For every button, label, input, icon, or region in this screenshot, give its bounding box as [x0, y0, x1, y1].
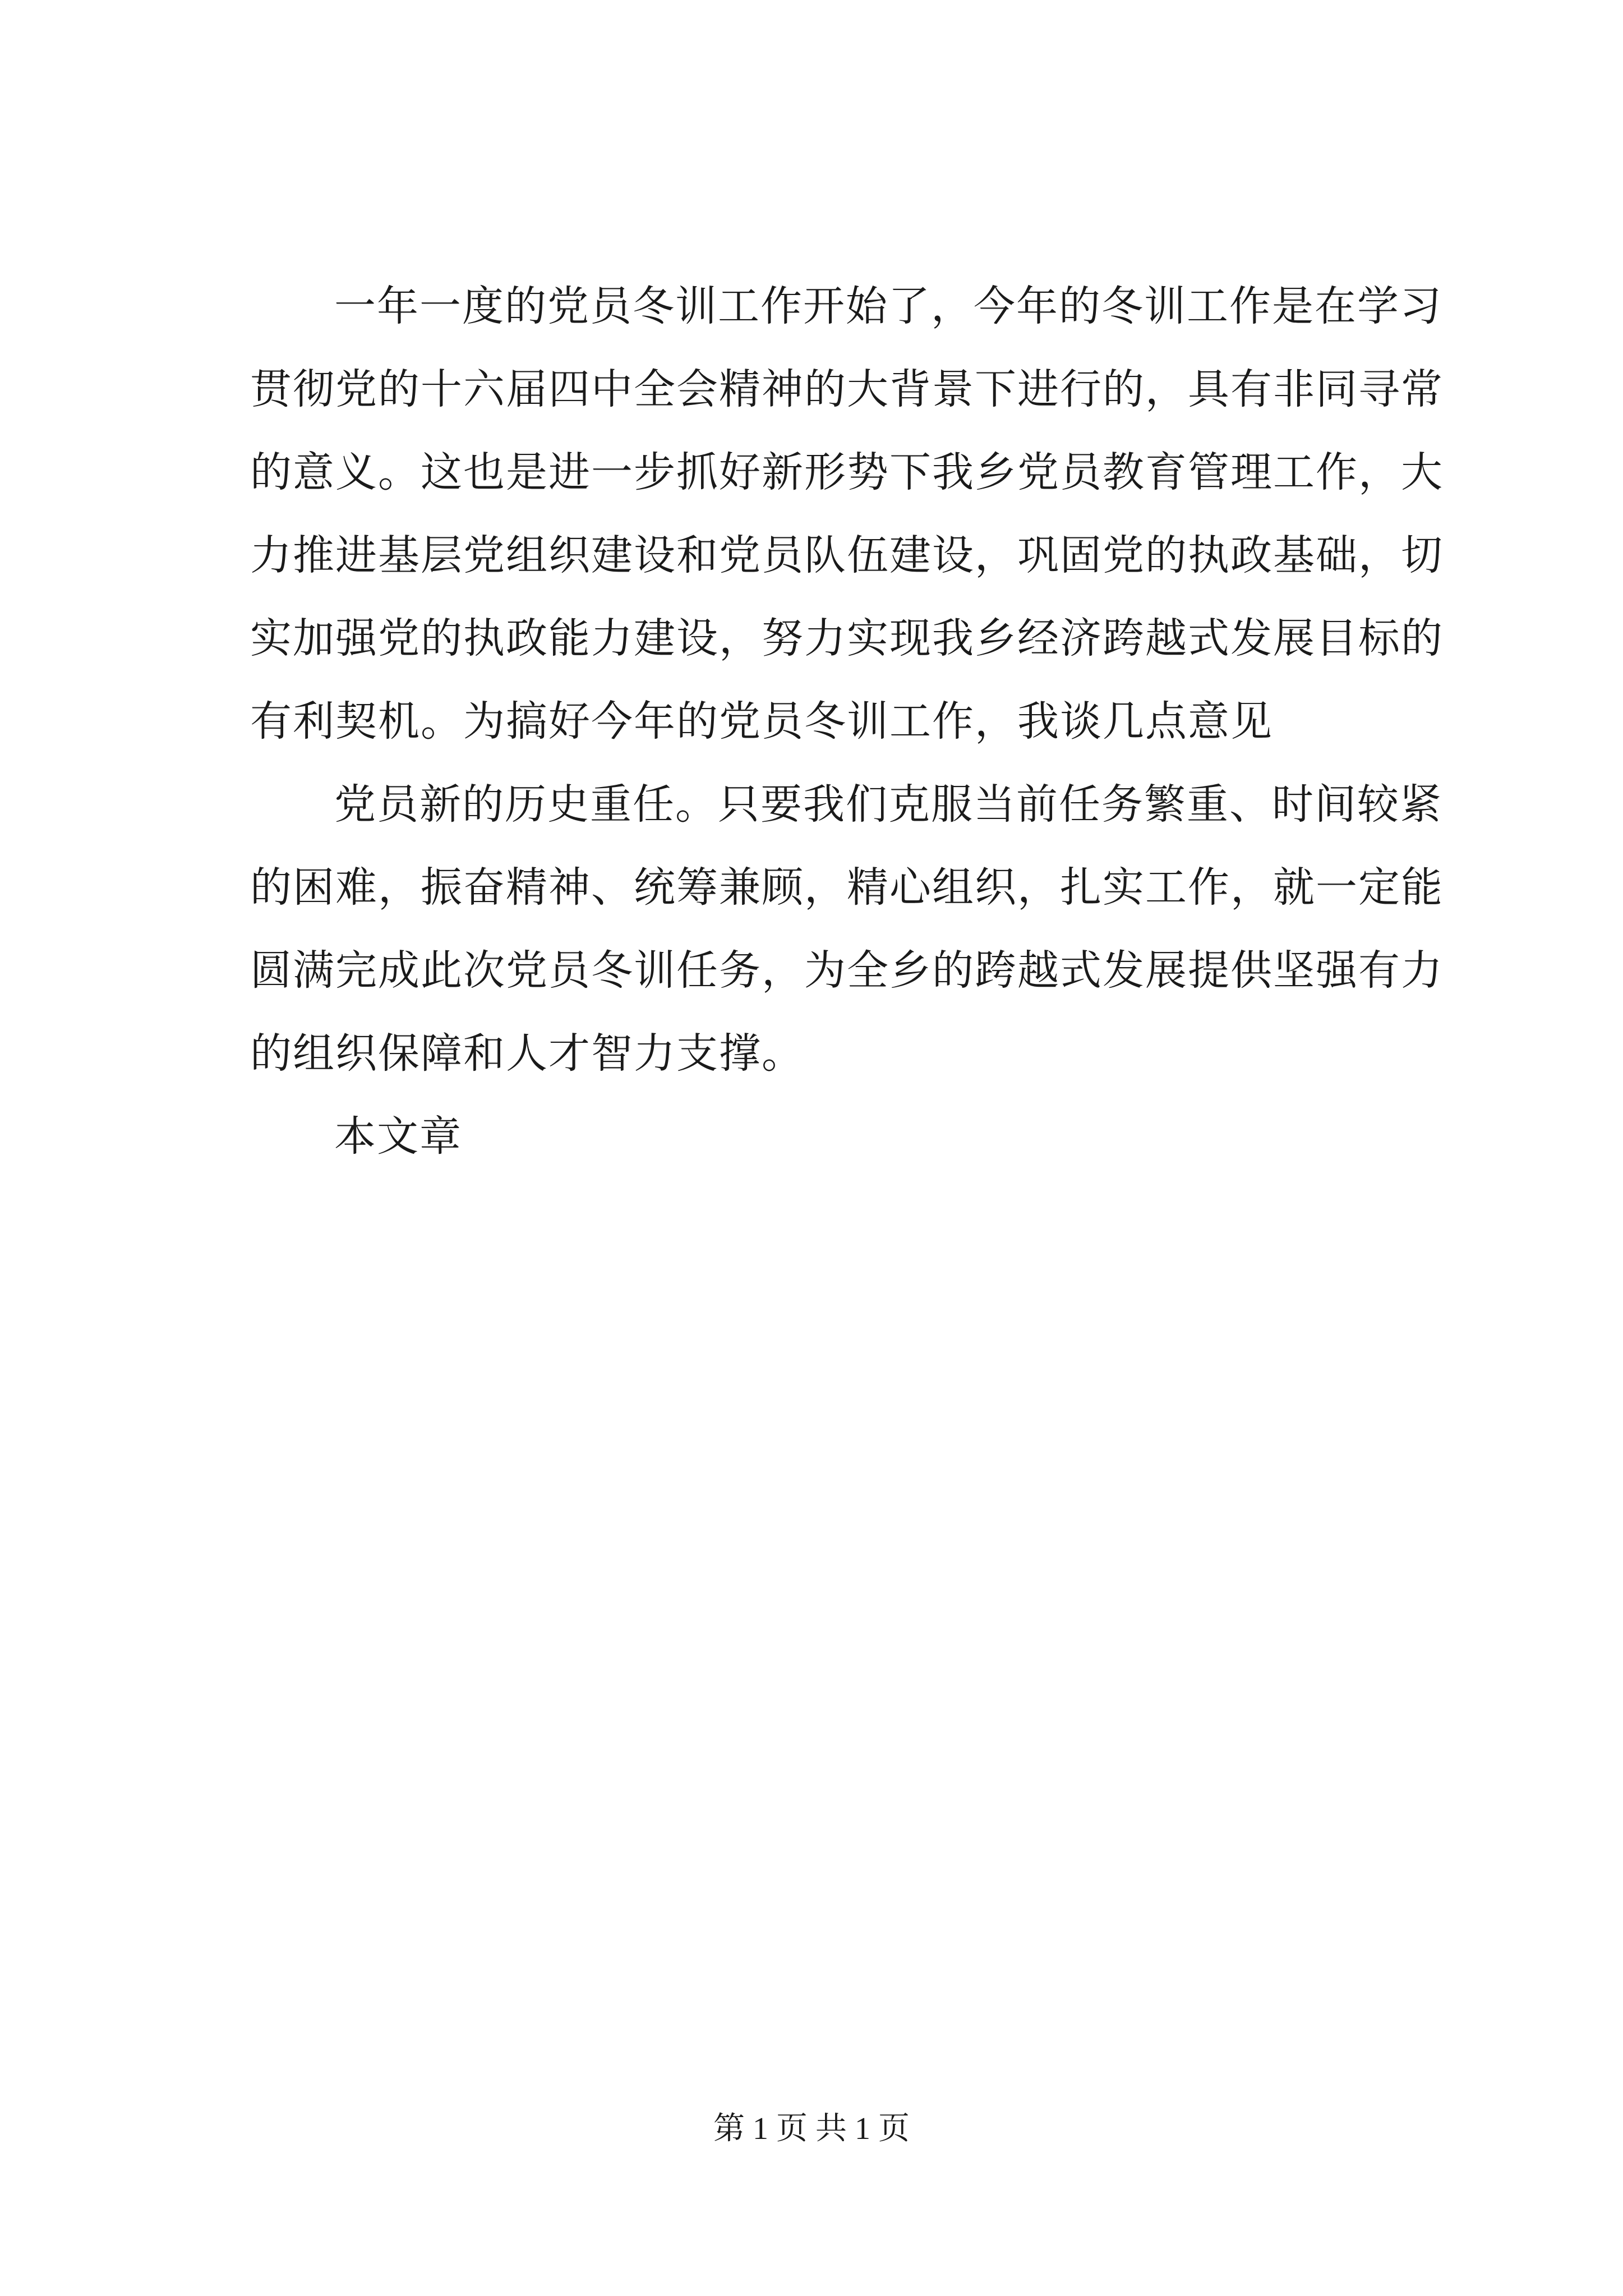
paragraph-1-line-5: 实加强党的执政能力建设，努力实现我乡经济跨越式发展目标的	[250, 614, 1444, 662]
paragraph-1-line-4: 力推进基层党组织建设和党员队伍建设，巩固党的执政基础，切	[250, 531, 1444, 579]
paragraph-2-line-2: 的困难，振奋精神、统筹兼顾，精心组织，扎实工作，就一定能	[250, 863, 1444, 912]
paragraph-1-line-6: 有利契机。为搞好今年的党员冬训工作，我谈几点意见	[250, 697, 1273, 746]
document-body	[250, 265, 1444, 1178]
paragraph-2-line-3: 圆满完成此次党员冬训任务，为全乡的跨越式发展提供坚强有力	[250, 946, 1444, 995]
paragraph-2-line-1: 党员新的历史重任。只要我们克服当前任务繁重、时间较紧	[334, 780, 1442, 829]
page-number-footer: 第 1 页 共 1 页	[713, 2111, 910, 2146]
paragraph-1-line-1: 一年一度的党员冬训工作开始了，今年的冬训工作是在学习	[334, 282, 1442, 330]
paragraph-1-line-3: 的意义。这也是进一步抓好新形势下我乡党员教育管理工作，大	[250, 448, 1444, 496]
paragraph-1-line-2: 贯彻党的十六届四中全会精神的大背景下进行的，具有非同寻常	[250, 365, 1444, 413]
paragraph-3-line-1: 本文章	[334, 1112, 462, 1161]
paragraph-2-line-4: 的组织保障和人才智力支撑。	[250, 1029, 804, 1078]
